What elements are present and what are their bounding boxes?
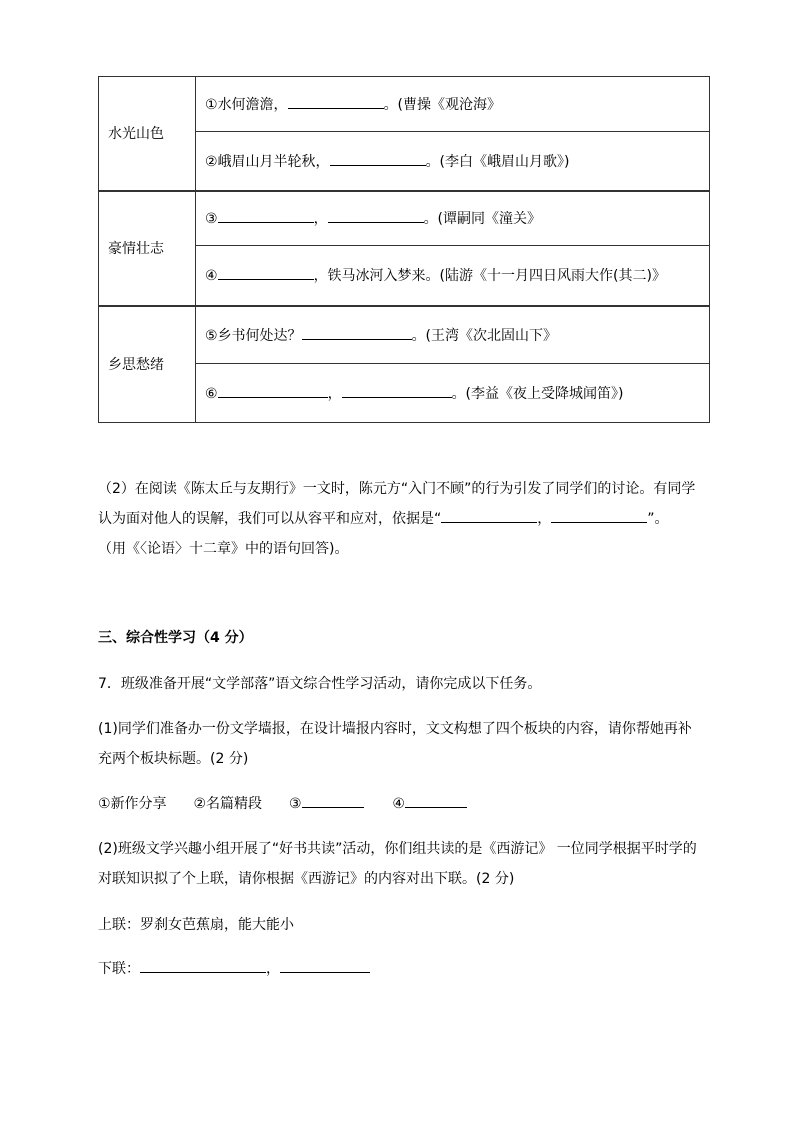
answer-blank[interactable]	[288, 94, 384, 109]
question-7-part-2: (2)班级文学兴趣小组开展了“好书共读”活动，你们组共读的是《西游记》 一位同学根据平时学的 对联知识拟了个上联，请你根据《西游记》的内容对出下联。(2 分)	[98, 841, 697, 887]
item-number: ④	[205, 268, 218, 284]
theme-cell: 豪情壮志	[99, 191, 196, 306]
q2-line-2: 认为面对他人的误解，我们可以从容平和应对，依据是“ ， ”。	[98, 504, 710, 534]
section-3-heading: 三、综合性学习（4 分）	[98, 630, 253, 646]
verse-text: 乡书何处达？	[217, 327, 302, 344]
answer-blank[interactable]	[280, 958, 370, 973]
board-item: ①新作分享	[98, 796, 167, 812]
answer-blank[interactable]	[140, 958, 266, 973]
answer-blank[interactable]	[302, 793, 364, 808]
q2-line-1: （2）在阅读《陈太丘与友期行》一文时，陈元方“入门不顾”的行为引发了同学们的讨论。有同学	[98, 481, 696, 497]
fill-line-6	[196, 364, 710, 423]
answer-blank[interactable]	[342, 383, 452, 398]
verse-source: 。(谭嗣同《潼关》	[423, 211, 542, 227]
upper-couplet: 上联：罗刹女芭蕉扇，能大能小	[98, 917, 294, 933]
verse-source: 。(曹操《观沧海》	[383, 96, 502, 113]
item-number: ②	[205, 153, 218, 170]
theme-cell: 乡思愁绪	[99, 306, 196, 423]
fill-line-3	[196, 191, 710, 246]
verse-source: 。(李益《夜上受降城闻笛》)	[451, 385, 624, 402]
item-number: ⑤	[205, 327, 218, 344]
theme-cell: 水光山色	[99, 77, 196, 192]
fill-line-1	[196, 77, 710, 132]
answer-blank[interactable]	[218, 265, 314, 280]
separator: ，	[313, 211, 328, 227]
verse-source: 。(王湾《次北固山下》	[411, 327, 558, 344]
answer-blank[interactable]	[551, 508, 647, 523]
board-item: ③	[289, 796, 364, 812]
answer-blank[interactable]	[441, 508, 537, 523]
poetry-fill-table	[98, 76, 710, 423]
question-7-intro: 7．班级准备开展“文学部落”语文综合性学习活动，请你完成以下任务。	[98, 676, 542, 692]
verse-text: 峨眉山月半轮秋，	[217, 153, 330, 170]
verse-text: 水何澹澹，	[217, 96, 288, 113]
item-number: ⑥	[205, 385, 218, 402]
lower-couplet: 下联： ，	[98, 954, 710, 984]
separator: ，	[327, 385, 342, 402]
fill-line-4	[196, 246, 710, 307]
answer-blank[interactable]	[218, 383, 328, 398]
q2-line-3: （用《〈论语〉十二章》中的语句回答)。	[98, 541, 349, 557]
board-title-items	[98, 789, 710, 819]
question-7-part-1: (1)同学们准备办一份文学墙报，在设计墙报内容时，文文构想了四个板块的内容，请你帮她再补 充两个板块标题。(2 分)	[98, 721, 692, 767]
verse-source: 。(李白《峨眉山月歌》)	[425, 153, 570, 170]
question-2	[98, 474, 710, 564]
answer-blank[interactable]	[405, 793, 467, 808]
answer-blank[interactable]	[218, 208, 314, 223]
item-number: ③	[205, 211, 218, 227]
board-item: ④	[392, 796, 467, 812]
fill-line-2	[196, 132, 710, 192]
answer-blank[interactable]	[302, 325, 412, 340]
board-item: ②名篇精段	[193, 796, 263, 812]
answer-blank[interactable]	[328, 208, 424, 223]
fill-line-5	[196, 306, 710, 364]
item-number: ①	[205, 96, 218, 113]
verse-source: ，铁马冰河入梦来。(陆游《十一月四日风雨大作(其二)》	[313, 268, 666, 284]
answer-blank[interactable]	[330, 151, 426, 166]
